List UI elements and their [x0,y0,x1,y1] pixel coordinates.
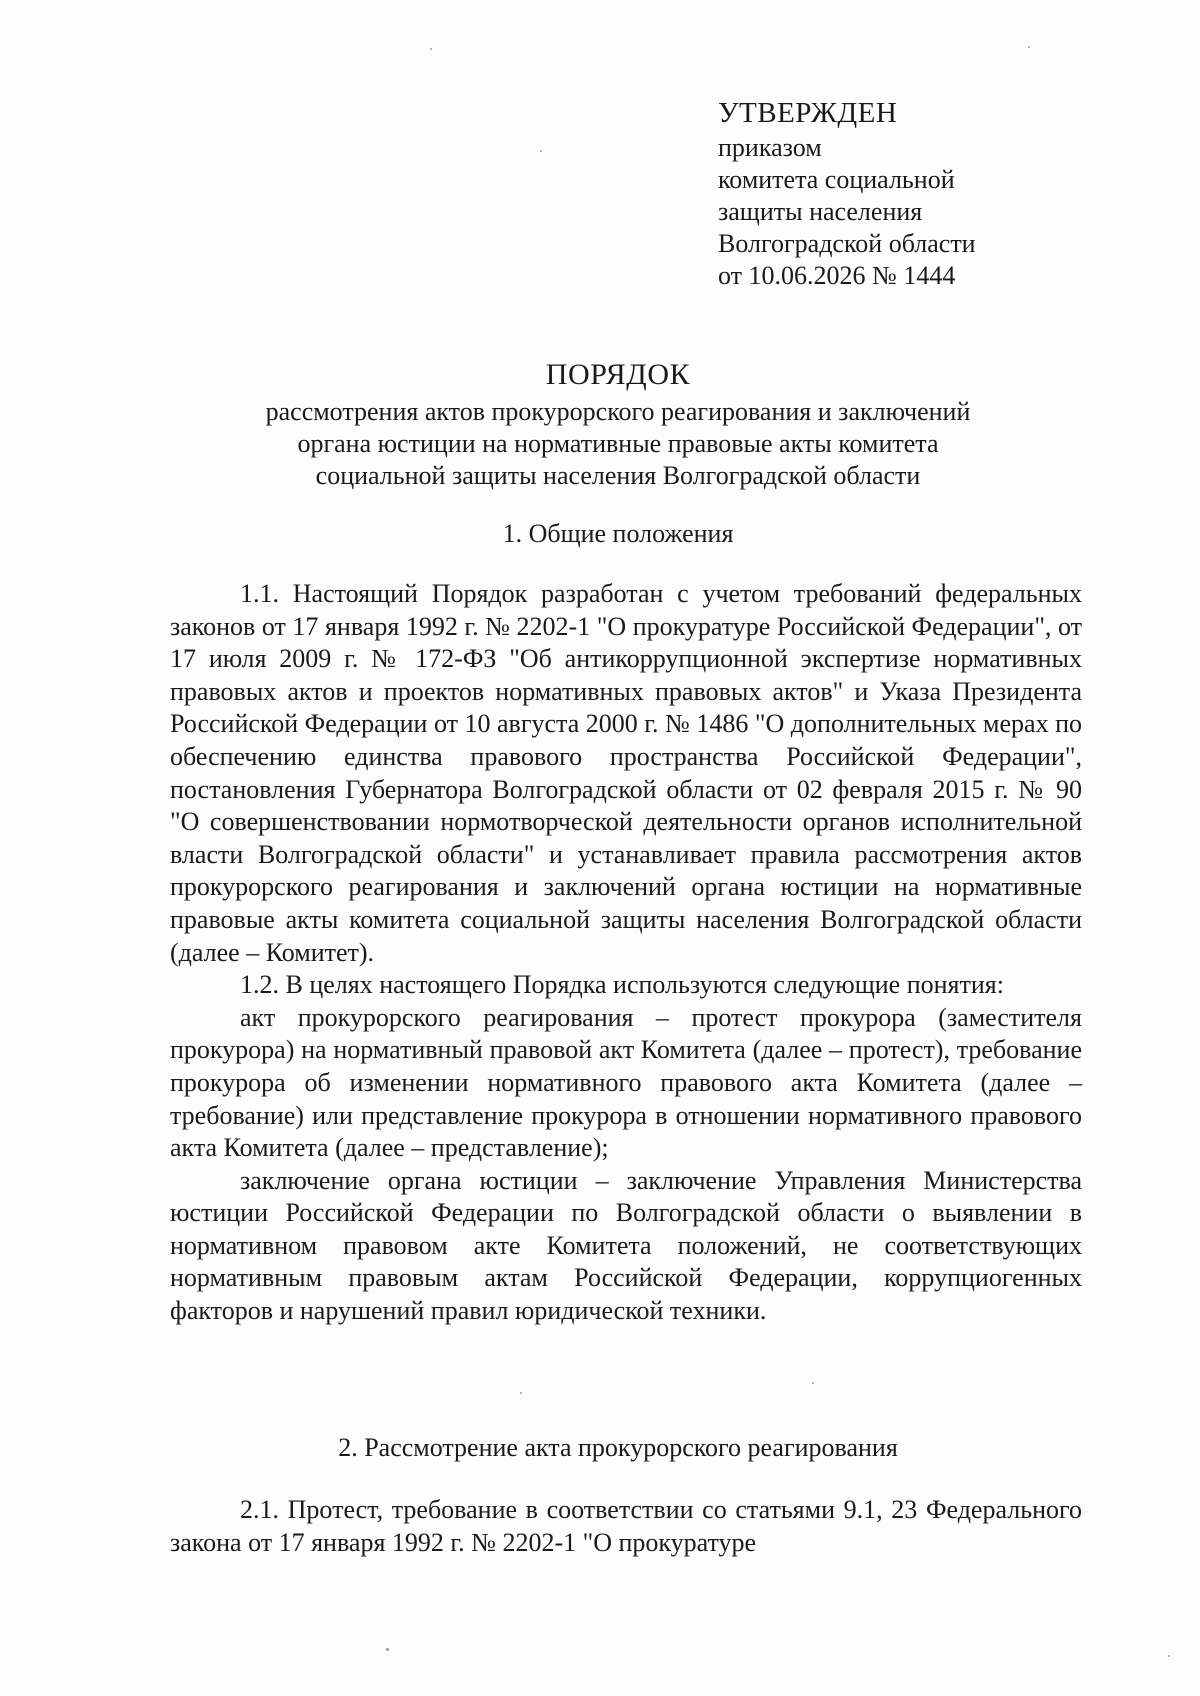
document-subtitle-line: рассмотрения актов прокурорского реагирования и заключений [265,397,971,426]
definition-prosecutor-act: акт прокурорского реагирования – протест прокурора (заместителя прокурора) на нормативный правовой акт Комитета (далее – протест), требование прокурора об изменении нормативного правового акта Комитета (далее – требование) или представление прокурора в отношении нормативного правового акта Комитета (далее – представление); [170,1002,1082,1163]
section-1-heading: 1. Общие положения [502,519,734,548]
document-title-block [168,354,1068,492]
approval-line: комитета социальной [718,165,955,194]
approval-line: приказом [718,133,822,162]
approval-heading: УТВЕРЖДЕН [718,97,898,129]
section-2-heading: 2. Рассмотрение акта прокурорского реагирования [338,1433,898,1462]
section-2-body [170,1494,1082,1559]
paragraph-2-1: 2.1. Протест, требование в соответствии со статьями 9.1, 23 Федерального закона от 17 января 1992 г. № 2202-1 "О прокуратуре [170,1495,1082,1557]
paragraph-1-1: 1.1. Настоящий Порядок разработан с учетом требований федеральных законов от 17 января 1992 г. № 2202-1 "О прокуратуре Российской Федерации", от 17 июля 2009 г. № 172-ФЗ "Об антикоррупционной экспертизе нормативных правовых актов и проектов нормативных правовых актов" и Указа Президента Российской Федерации от 10 августа 2000 г. № 1486 "О дополнительных мерах по обеспечению единства правового пространства Российской Федерации", постановления Губернатора Волгоградской области от 02 февраля 2015 г. № 90 "О совершенствовании нормотворческой деятельности органов исполнительной власти Волгоградской области" и устанавливает правила рассмотрения актов прокурорского реагирования и заключений органа юстиции на нормативные правовые акты комитета социальной защиты населения Волгоградской области (далее – Комитет). [170,579,1082,967]
definition-justice-conclusion: заключение органа юстиции – заключение Управления Министерства юстиции Российской Федерации по Волгоградской области о выявлении в нормативном правовом акте Комитета положений, не соответствующих нормативным правовым актам Российской Федерации, коррупциогенных факторов и нарушений правил юридической техники. [170,1165,1082,1326]
document-subtitle-line: органа юстиции на нормативные правовые акты комитета [297,429,939,458]
approval-line: Волгоградской области [718,229,976,258]
section-1-body [170,578,1082,1328]
approval-stamp-block [718,94,1158,292]
paragraph-1-2: 1.2. В целях настоящего Порядка используются следующие понятия: [240,970,1004,1000]
document-title: ПОРЯДОК [545,358,691,391]
approval-order-number: от 10.06.2026 № 1444 [718,261,956,290]
document-subtitle-line: социальной защиты населения Волгоградской области [315,461,921,490]
approval-line: защиты населения [718,197,923,226]
